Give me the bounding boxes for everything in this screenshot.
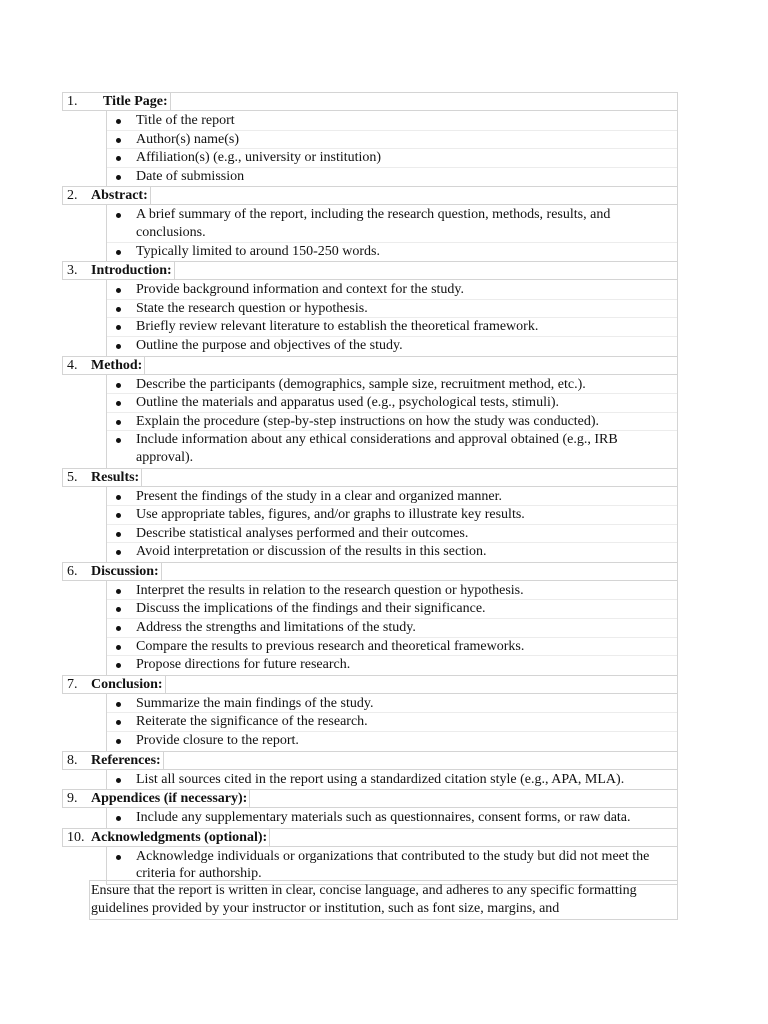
section-title: Title Page:: [103, 93, 171, 110]
list-item: Affiliation(s) (e.g., university or institution): [107, 149, 677, 168]
list-item: Use appropriate tables, figures, and/or graphs to illustrate key results.: [107, 506, 677, 525]
list-item: Outline the materials and apparatus used (e.g., psychological tests, stimuli).: [107, 394, 677, 413]
section-title: References:: [91, 752, 164, 769]
list-item: Reiterate the significance of the research.: [107, 713, 677, 732]
section-number: 4.: [67, 357, 78, 373]
list-item: Provide closure to the report.: [107, 732, 677, 750]
list-item: Interpret the results in relation to the research question or hypothesis.: [107, 582, 677, 601]
section-number: 7.: [67, 676, 78, 692]
section-title: Discussion:: [91, 563, 162, 580]
bullet-list: [106, 280, 678, 356]
section-heading: [62, 675, 678, 694]
section-title: Abstract:: [91, 187, 151, 204]
section-title: Acknowledgments (optional):: [91, 829, 270, 846]
bullet-list: [106, 694, 678, 752]
list-item: Outline the purpose and objectives of the study.: [107, 337, 677, 355]
bullet-list: [106, 487, 678, 563]
list-item: Title of the report: [107, 112, 677, 131]
list-item: Discuss the implications of the findings and their significance.: [107, 600, 677, 619]
section-heading: [62, 789, 678, 808]
list-item: Compare the results to previous research and theoretical frameworks.: [107, 638, 677, 657]
section-heading: [62, 356, 678, 375]
section-number: 8.: [67, 752, 78, 768]
section-title: Conclusion:: [91, 676, 166, 693]
list-item: Acknowledge individuals or organizations that contributed to the study but did not meet the criteria for authorship.: [107, 848, 677, 883]
section-heading: [62, 562, 678, 581]
bullet-list: [106, 581, 678, 676]
section-number: 5.: [67, 469, 78, 485]
section-heading: [62, 751, 678, 770]
section-title: Method:: [91, 357, 145, 374]
list-item: A brief summary of the report, including the research question, methods, results, and conclusions.: [107, 206, 677, 242]
list-item: State the research question or hypothesis.: [107, 300, 677, 319]
section-number: 2.: [67, 188, 78, 204]
section-heading: [62, 828, 678, 847]
list-item: Summarize the main findings of the study.: [107, 695, 677, 714]
list-item: Provide background information and context for the study.: [107, 281, 677, 300]
section-number: 3.: [67, 263, 78, 279]
section-number: 1.: [67, 94, 78, 109]
report-outline: [62, 93, 678, 885]
list-item: Include information about any ethical considerations and approval obtained (e.g., IRB approval).: [107, 431, 677, 466]
list-item: Include any supplementary materials such as questionnaires, consent forms, or raw data.: [107, 809, 677, 827]
section-number: 10.: [67, 829, 85, 845]
list-item: Propose directions for future research.: [107, 656, 677, 674]
section-number: 9.: [67, 791, 78, 807]
bullet-list: [106, 808, 678, 829]
bullet-list: [106, 205, 678, 262]
section-title: Appendices (if necessary):: [91, 790, 250, 807]
list-item: Typically limited to around 150-250 words.: [107, 243, 677, 261]
list-item: Author(s) name(s): [107, 131, 677, 150]
list-item: List all sources cited in the report using a standardized citation style (e.g., APA, MLA).: [107, 771, 677, 789]
section-number: 6.: [67, 563, 78, 579]
section-heading: [62, 186, 678, 205]
bullet-list: [106, 770, 678, 791]
list-item: Explain the procedure (step-by-step instructions on how the study was conducted).: [107, 413, 677, 432]
section-heading: [62, 468, 678, 487]
section-heading: [62, 261, 678, 280]
list-item: Describe the participants (demographics, sample size, recruitment method, etc.).: [107, 376, 677, 395]
list-item: Address the strengths and limitations of the study.: [107, 619, 677, 638]
section-title: Introduction:: [91, 262, 175, 279]
list-item: Avoid interpretation or discussion of the results in this section.: [107, 543, 677, 561]
list-item: Describe statistical analyses performed and their outcomes.: [107, 525, 677, 544]
section-heading: [62, 92, 678, 111]
list-item: Briefly review relevant literature to establish the theoretical framework.: [107, 318, 677, 337]
list-item: Date of submission: [107, 168, 677, 186]
bullet-list: [106, 375, 678, 469]
list-item: Present the findings of the study in a clear and organized manner.: [107, 488, 677, 507]
closing-paragraph: Ensure that the report is written in clear, concise language, and adheres to any specific formatting guidelines provided by your instructor or institution, such as font size, margins, and: [89, 880, 678, 920]
bullet-list: [106, 111, 678, 187]
section-title: Results:: [91, 469, 142, 486]
